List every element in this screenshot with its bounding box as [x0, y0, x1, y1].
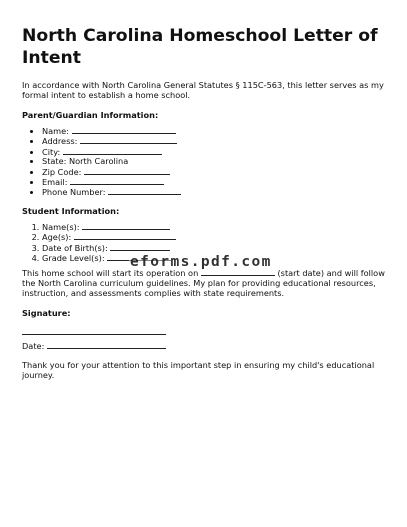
parent-name-item: • Name:	[42, 126, 390, 136]
student-names-item: 1. Name(s):	[42, 222, 390, 232]
closing-paragraph: Thank you for your attention to this important step in ensuring my child's educational journey.	[22, 360, 375, 381]
parent-zip-item: • Zip Code:	[42, 167, 390, 177]
parent-city-field[interactable]	[63, 147, 162, 155]
parent-city-item: • City:	[42, 147, 390, 157]
student-ages-item: 2. Age(s):	[42, 232, 390, 242]
parent-state-value: North Carolina	[69, 156, 129, 167]
date-field[interactable]	[47, 341, 166, 349]
parent-phone-item: • Phone Number:	[42, 187, 390, 197]
student-heading: Student Information:	[22, 205, 120, 216]
parent-address-field[interactable]	[80, 136, 177, 144]
parent-name-field[interactable]	[72, 126, 176, 134]
parent-email-field[interactable]	[70, 177, 164, 185]
student-names-field[interactable]	[82, 222, 170, 230]
start-date-field[interactable]	[201, 268, 275, 276]
parent-phone-field[interactable]	[108, 187, 181, 195]
signature-heading: Signature:	[22, 307, 71, 318]
parent-heading: Parent/Guardian Information:	[22, 109, 159, 120]
parent-email-item: • Email:	[42, 177, 390, 187]
student-grade-field[interactable]	[107, 253, 171, 261]
date-row: Date:	[22, 341, 390, 351]
student-ages-field[interactable]	[74, 232, 176, 240]
student-fields-list	[22, 222, 390, 264]
document-title: North Carolina Homeschool Letter of Intent	[22, 26, 378, 68]
parent-state-item: • State: North Carolina	[42, 157, 390, 166]
parent-address-item: • Address:	[42, 136, 390, 146]
document-page	[22, 26, 390, 381]
signature-line[interactable]	[22, 325, 166, 335]
watermark-logo: eforms.pdf.com	[130, 254, 272, 270]
parent-zip-field[interactable]	[84, 167, 170, 175]
student-grade-item: 4. Grade Level(s):	[42, 253, 390, 263]
operation-paragraph: This home school will start its operation on (start date) and will follow the North Carolina curriculum guidelines. My plan for providing educational resources, instruction, and assessments complies with state requirements.	[22, 267, 385, 299]
student-dob-item: 3. Date of Birth(s):	[42, 243, 390, 253]
intro-paragraph: In accordance with North Carolina General Statutes § 115C-563, this letter serves as my formal intent to establish a home school.	[22, 80, 384, 101]
parent-fields-list	[22, 126, 390, 198]
student-dob-field[interactable]	[110, 243, 170, 251]
